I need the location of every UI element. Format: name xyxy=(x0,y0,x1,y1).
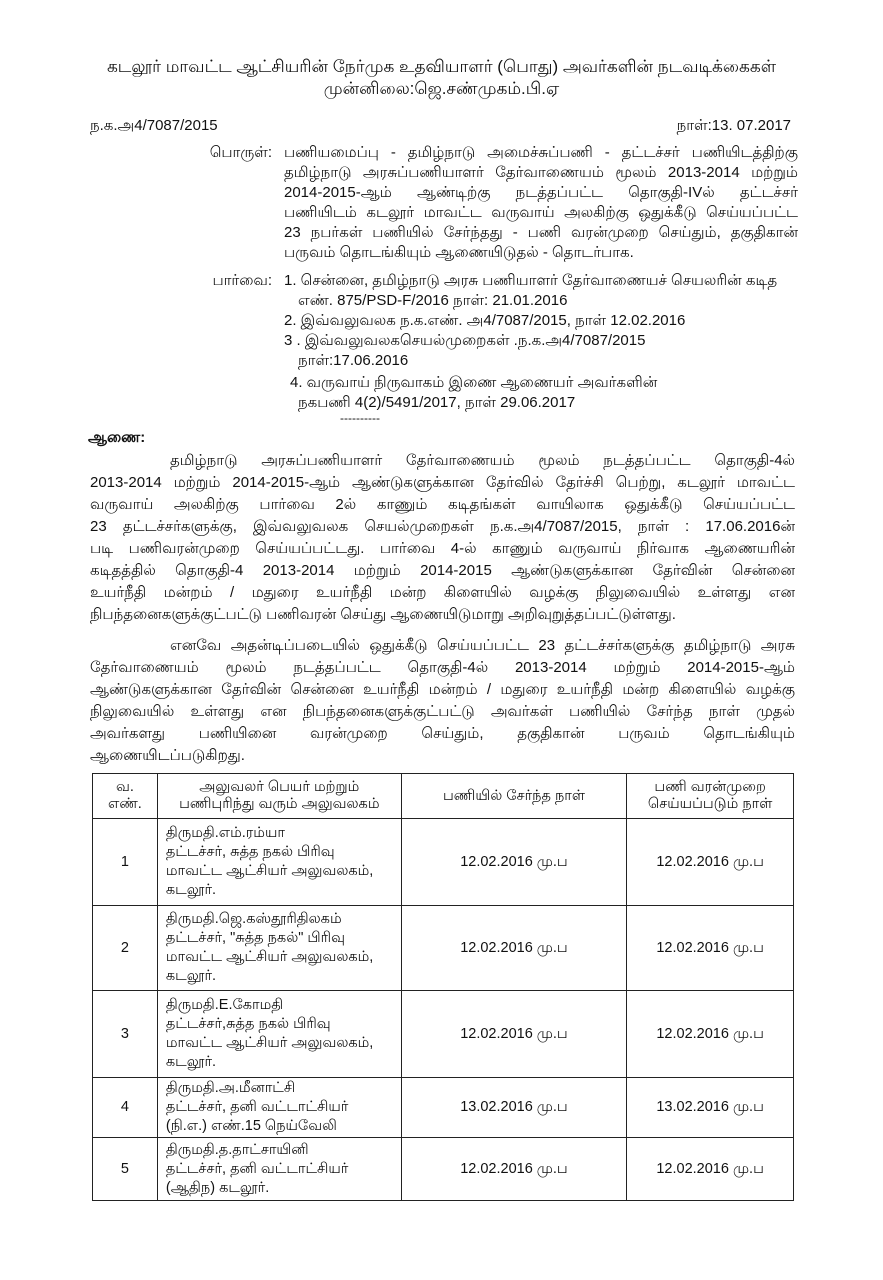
paragraph-line: கடிதத்தில் தொகுதி-4 2013-2014 மற்றும் 2014-2015 ஆண்டுகளுக்கான தேர்வின் சென்னை xyxy=(90,562,795,579)
regularised-date-cell: 12.02.2016 மு.ப xyxy=(627,906,794,991)
serial-cell: 1 xyxy=(93,819,158,906)
name-office-cell xyxy=(157,1138,401,1201)
serial-cell: 2 xyxy=(93,906,158,991)
reference-item: 3 . இவ்வலுவலகசெயல்முறைகள் .ந.க.அ4/7087/2015 xyxy=(284,332,646,349)
cell-line: மாவட்ட ஆட்சியர் அலுவலகம், xyxy=(165,863,374,879)
document-date: நாள்:13. 07.2017 xyxy=(676,117,791,134)
paragraph-line: தமிழ்நாடு அரசுப்பணியாளர் தேர்வாணையம் மூலம் நடத்தப்பட்ட தொகுதி-4ல் xyxy=(170,452,795,469)
staff-table xyxy=(92,773,794,1201)
cell-line: (நி.எ.) எண்.15 நெய்வேலி xyxy=(165,1118,337,1134)
name-office-cell xyxy=(157,991,401,1078)
joined-date-cell: 12.02.2016 மு.ப xyxy=(401,1138,627,1201)
paragraph-line: தேர்வாணையம் மூலம் நடத்தப்பட்ட தொகுதி-4ல் 2013-2014 மற்றும் 2014-2015-ஆம் xyxy=(90,659,795,676)
name-office-cell xyxy=(157,1078,401,1138)
table-row xyxy=(93,1138,794,1201)
cell-line: தட்டச்சர், தனி வட்டாட்சியர் xyxy=(165,1160,349,1177)
cell-line: திருமதி.அ.மீனாட்சி xyxy=(165,1080,296,1096)
table-row xyxy=(93,906,794,991)
subject-label: பொருள்: xyxy=(209,144,272,161)
reference-item: 1. சென்னை, தமிழ்நாடு அரசு பணியாளர் தேர்வாணையச் செயலரின் கடித xyxy=(284,272,778,289)
regularised-date-cell: 12.02.2016 மு.ப xyxy=(627,1138,794,1201)
reference-number: ந.க.அ4/7087/2015 xyxy=(90,117,218,134)
header-name-office xyxy=(157,774,401,819)
paragraph-line: வருவாய் அலகிற்கு பார்வை 2ல் காணும் கடிதங்கள் வாயிலாக ஒதுக்கீடு செய்யப்பட்ட xyxy=(90,496,795,513)
regularised-date-cell: 12.02.2016 மு.ப xyxy=(627,819,794,906)
cell-line: தட்டச்சர், தனி வட்டாட்சியர் xyxy=(165,1099,349,1115)
cell-line: மாவட்ட ஆட்சியர் அலுவலகம், xyxy=(165,949,374,965)
header-text: பணி வரன்முறை xyxy=(654,779,766,795)
regularised-date-cell: 12.02.2016 மு.ப xyxy=(627,991,794,1078)
serial-cell: 5 xyxy=(93,1138,158,1201)
cell-line: கடலூர். xyxy=(165,968,217,984)
table-row xyxy=(93,1078,794,1138)
paragraph-line: அவர்களது பணியினை வரன்முறை செய்தும், தகுதிகான் பருவம் தொடங்கியும் xyxy=(90,725,795,742)
paragraph-line: 2013-2014 மற்றும் 2014-2015-ஆம் ஆண்டுகளுக்கான தேர்வில் தேர்ச்சி பெற்று, கடலூர் மாவட்ட xyxy=(90,474,795,491)
header-text: பணியில் சேர்ந்த நாள் xyxy=(442,787,585,804)
cell-line: திருமதி.எம்.ரம்யா xyxy=(165,825,285,841)
name-office-cell xyxy=(157,819,401,906)
header-regularised-date xyxy=(627,774,794,819)
separator: ---------- xyxy=(340,411,380,425)
header-text: பணிபுரிந்து வரும் அலுவலகம் xyxy=(179,796,380,812)
paragraph-line: நிலுவையில் உள்ளது என நிபந்தனைகளுக்குட்பட்டு அவர்கள் பணியில் சேர்ந்த நாள் முதல் xyxy=(90,703,795,720)
header-text: அலுவலர் பெயர் மற்றும் xyxy=(199,779,360,795)
subject-line: தமிழ்நாடு அரசுப்பணியாளர் தேர்வாணையம் மூலம் 2013-2014 மற்றும் xyxy=(284,164,798,181)
reference-item: நாள்:17.06.2016 xyxy=(298,352,409,369)
reference-item: 4. வருவாய் நிருவாகம் இணை ஆணையர் அவர்களின் xyxy=(290,374,658,391)
subject-line: 23 நபர்கள் பணியில் சேர்ந்தது - பணி வரன்முறை செய்தும், தகுதிகான் xyxy=(284,224,798,241)
serial-cell: 3 xyxy=(93,991,158,1078)
cell-line: தட்டச்சர், "சுத்த நகல்" பிரிவு xyxy=(165,930,345,946)
joined-date-cell: 12.02.2016 மு.ப xyxy=(401,906,627,991)
paragraph-line: 23 தட்டச்சர்களுக்கு, இவ்வலுவலக செயல்முறைகள் ந.க.அ4/7087/2015, நாள் : 17.06.2016ன் xyxy=(90,518,795,535)
cell-line: மாவட்ட ஆட்சியர் அலுவலகம், xyxy=(165,1035,374,1051)
presence-line: முன்னிலை:ஜெ.சண்முகம்.பி.ஏ xyxy=(323,79,560,98)
document-title: கடலூர் மாவட்ட ஆட்சியரின் நேர்முக உதவியாளர் (பொது) அவர்களின் நடவடிக்கைகள் xyxy=(106,57,777,76)
joined-date-cell: 12.02.2016 மு.ப xyxy=(401,819,627,906)
paragraph-line: ஆண்டுகளுக்கான தேர்வின் சென்னை உயர்நீதி மன்றம் / மதுரை உயர்நீதி மன்ற கிளையில் வழக்கு xyxy=(90,681,795,698)
table-header-row xyxy=(93,774,794,819)
cell-line: தட்டச்சர், சுத்த நகல் பிரிவு xyxy=(165,844,335,860)
header-serial xyxy=(93,774,158,819)
header-text: செய்யப்படும் நாள் xyxy=(647,796,773,812)
cell-line: கடலூர். xyxy=(165,1054,217,1070)
subject-line: பணியிடம் கடலூர் மாவட்ட வருவாய் அலகிற்கு ஒதுக்கீடு செய்யப்பட்ட xyxy=(284,204,798,221)
paragraph-line: நிபந்தனைகளுக்குட்பட்டு பணிவரன் செய்து ஆணையிடுமாறு அறிவுறுத்தப்பட்டுள்ளது. xyxy=(90,606,676,623)
header-joined-date xyxy=(401,774,627,819)
header-text: எண். xyxy=(108,796,142,812)
cell-line: (ஆதிந) கடலூர். xyxy=(165,1179,270,1196)
table-row xyxy=(93,819,794,906)
header-text: வ. xyxy=(115,779,134,795)
order-label: ஆணை: xyxy=(88,429,146,446)
table-row xyxy=(93,991,794,1078)
serial-cell: 4 xyxy=(93,1078,158,1138)
paragraph-line: உயர்நீதி மன்றம் / மதுரை உயர்நீதி மன்ற கிளையில் வழக்கு நிலுவையில் உள்ளது என xyxy=(90,584,795,601)
reference-item: நகபணி 4(2)/5491/2017, நாள் 29.06.2017 xyxy=(298,394,576,411)
subject-line: பருவம் தொடங்கியும் ஆணையிடுதல் - தொடர்பாக. xyxy=(284,244,634,261)
paragraph-line: எனவே அதன்டிப்படையில் ஒதுக்கீடு செய்யப்பட்ட 23 தட்டச்சர்களுக்கு தமிழ்நாடு அரசு xyxy=(170,637,795,654)
reference-item: எண். 875/PSD-F/2016 நாள்: 21.01.2016 xyxy=(298,292,568,309)
subject-line: 2014-2015-ஆம் ஆண்டிற்கு நடத்தப்பட்ட தொகுதி-IVல் தட்டச்சர் xyxy=(284,184,798,201)
subject-line: பணியமைப்பு - தமிழ்நாடு அமைச்சுப்பணி - தட்டச்சர் பணியிடத்திற்கு xyxy=(284,144,798,161)
references-label: பார்வை: xyxy=(212,272,272,289)
cell-line: திருமதி.ஜெ.கஸ்தூரிதிலகம் xyxy=(165,911,342,927)
name-office-cell xyxy=(157,906,401,991)
joined-date-cell: 13.02.2016 மு.ப xyxy=(401,1078,627,1138)
paragraph-line: ஆணையிடப்படுகிறது. xyxy=(90,747,245,764)
joined-date-cell: 12.02.2016 மு.ப xyxy=(401,991,627,1078)
cell-line: திருமதி.த.தாட்சாயினி xyxy=(165,1141,309,1158)
regularised-date-cell: 13.02.2016 மு.ப xyxy=(627,1078,794,1138)
cell-line: திருமதி.E.கோமதி xyxy=(165,997,284,1013)
cell-line: கடலூர். xyxy=(165,882,217,898)
paragraph-line: படி பணிவரன்முறை செய்யப்பட்டது. பார்வை 4-ல் காணும் வருவாய் நிர்வாக ஆணையரின் xyxy=(90,540,795,557)
reference-item: 2. இவ்வலுவலக ந.க.எண். அ4/7087/2015, நாள் 12.02.2016 xyxy=(284,312,686,329)
cell-line: தட்டச்சர்,சுத்த நகல் பிரிவு xyxy=(165,1016,331,1032)
